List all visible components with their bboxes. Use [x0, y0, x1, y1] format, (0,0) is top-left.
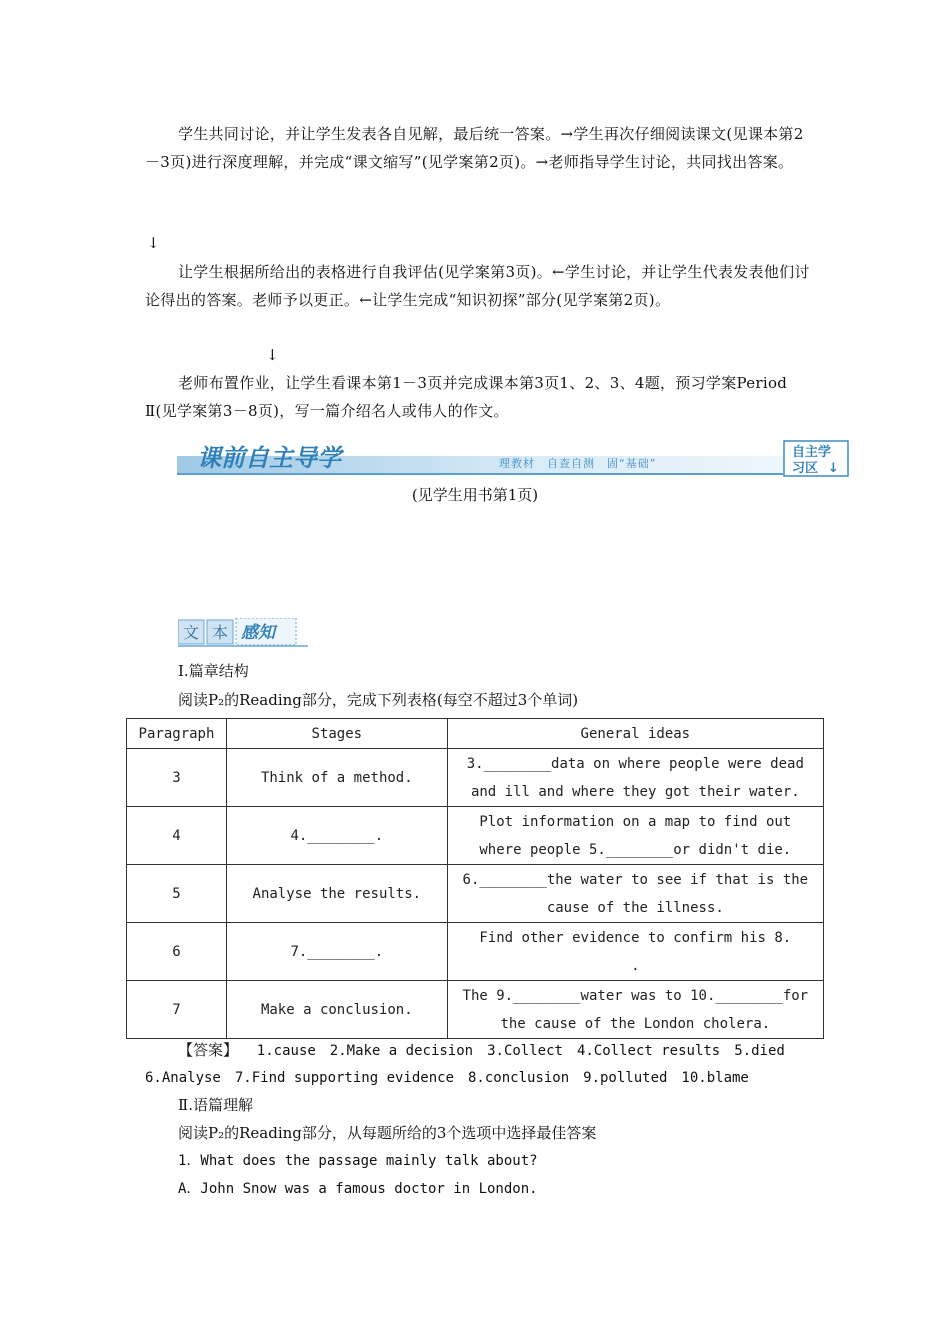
label-char-1: 文: [183, 623, 200, 642]
stage-cell: Make a conclusion.: [226, 981, 447, 1039]
table-row: [127, 923, 824, 981]
table-header-row: [127, 719, 824, 749]
stage-cell: Analyse the results.: [226, 865, 447, 923]
answers-text-1: 1.cause 2.Make a decision 3.Collect 4.Collect results 5.died: [256, 1043, 785, 1059]
idea-line: The 9.________water was to 10.________for: [462, 987, 809, 1004]
table-row: [127, 749, 824, 807]
idea-line: and ill and where they got their water.: [470, 783, 800, 800]
paragraph-cell: 7: [127, 981, 227, 1039]
answers-line-1: [178, 1036, 785, 1065]
idea-line: .: [631, 957, 640, 974]
table-row: [127, 807, 824, 865]
answers-label: 【答案】: [178, 1041, 239, 1059]
badge-line1: 自主学: [792, 445, 832, 460]
idea-line: Find other evidence to confirm his 8.: [479, 929, 792, 946]
paragraph-2: 让学生根据所给出的表格进行自我评估(见学案第3页)。←学生讨论，并让学生代表发表他们讨论得出的答案。老师予以更正。←让学生完成“知识初探”部分(见学案第2页)。: [145, 263, 810, 309]
idea-cell: [447, 981, 823, 1039]
badge-line2: 习区: [792, 461, 819, 476]
table-row: [127, 981, 824, 1039]
header-stages: Stages: [226, 719, 447, 749]
stage-cell: 7.________.: [226, 923, 447, 981]
idea-line: cause of the illness.: [546, 899, 724, 916]
structure-table: [126, 718, 824, 1039]
question-1: 1．What does the passage mainly talk about?: [178, 1153, 538, 1169]
idea-cell: [447, 865, 823, 923]
idea-line: where people 5.________or didn't die.: [479, 841, 792, 858]
paragraph-1: 学生共同讨论，并让学生发表各自见解，最后统一答案。→学生再次仔细阅读课文(见课本第2－3页)进行深度理解，并完成“课文缩写”(见学案第2页)。→老师指导学生讨论，共同找出答案。: [145, 125, 804, 171]
paragraph-3: 老师布置作业，让学生看课本第1－3页并完成课本第3页1、2、3、4题，预习学案Period Ⅱ(见学案第3－8页)，写一篇介绍名人或伟人的作文。: [145, 374, 788, 420]
section-label: [178, 618, 310, 648]
paragraph-cell: 5: [127, 865, 227, 923]
idea-cell: [447, 807, 823, 865]
paragraph-cell: 4: [127, 807, 227, 865]
answers-line-2: 6.Analyse 7.Find supporting evidence 8.conclusion 9.polluted 10.blame: [145, 1070, 749, 1086]
part2-instruction: 阅读P₂的Reading部分，从每题所给的3个选项中选择最佳答案: [178, 1124, 597, 1142]
banner-title: 课前自主导学: [197, 444, 341, 472]
down-arrow-2: ↓: [266, 346, 279, 364]
header-paragraph: Paragraph: [127, 719, 227, 749]
idea-cell: [447, 923, 823, 981]
part1-heading: Ⅰ.篇章结构: [178, 662, 249, 680]
idea-line: 6.________the water to see if that is the: [462, 871, 809, 888]
table-row: [127, 865, 824, 923]
header-general-ideas: General ideas: [447, 719, 823, 749]
label-highlight: 感知: [241, 623, 275, 643]
idea-cell: [447, 749, 823, 807]
paragraph-cell: 6: [127, 923, 227, 981]
idea-line: Plot information on a map to find out: [479, 813, 792, 830]
idea-line: the cause of the London cholera.: [500, 1015, 771, 1032]
stage-cell: 4.________.: [226, 807, 447, 865]
part2-heading: Ⅱ.语篇理解: [178, 1096, 253, 1114]
down-arrow-icon: ↓: [828, 461, 839, 476]
stage-cell: Think of a method.: [226, 749, 447, 807]
book-page-note: (见学生用书第1页): [411, 486, 539, 504]
down-arrow-1: ↓: [147, 234, 160, 252]
label-char-2: 本: [212, 623, 229, 642]
paragraph-cell: 3: [127, 749, 227, 807]
banner-subtitle: 理教材 自查自测 固“基础”: [499, 457, 657, 470]
part1-instruction: 阅读P₂的Reading部分，完成下列表格(每空不超过3个单词): [178, 691, 579, 709]
section-banner: [177, 440, 849, 478]
question-1-option-a: A．John Snow was a famous doctor in London.: [178, 1181, 538, 1197]
idea-line: 3.________data on where people were dead: [466, 755, 804, 772]
